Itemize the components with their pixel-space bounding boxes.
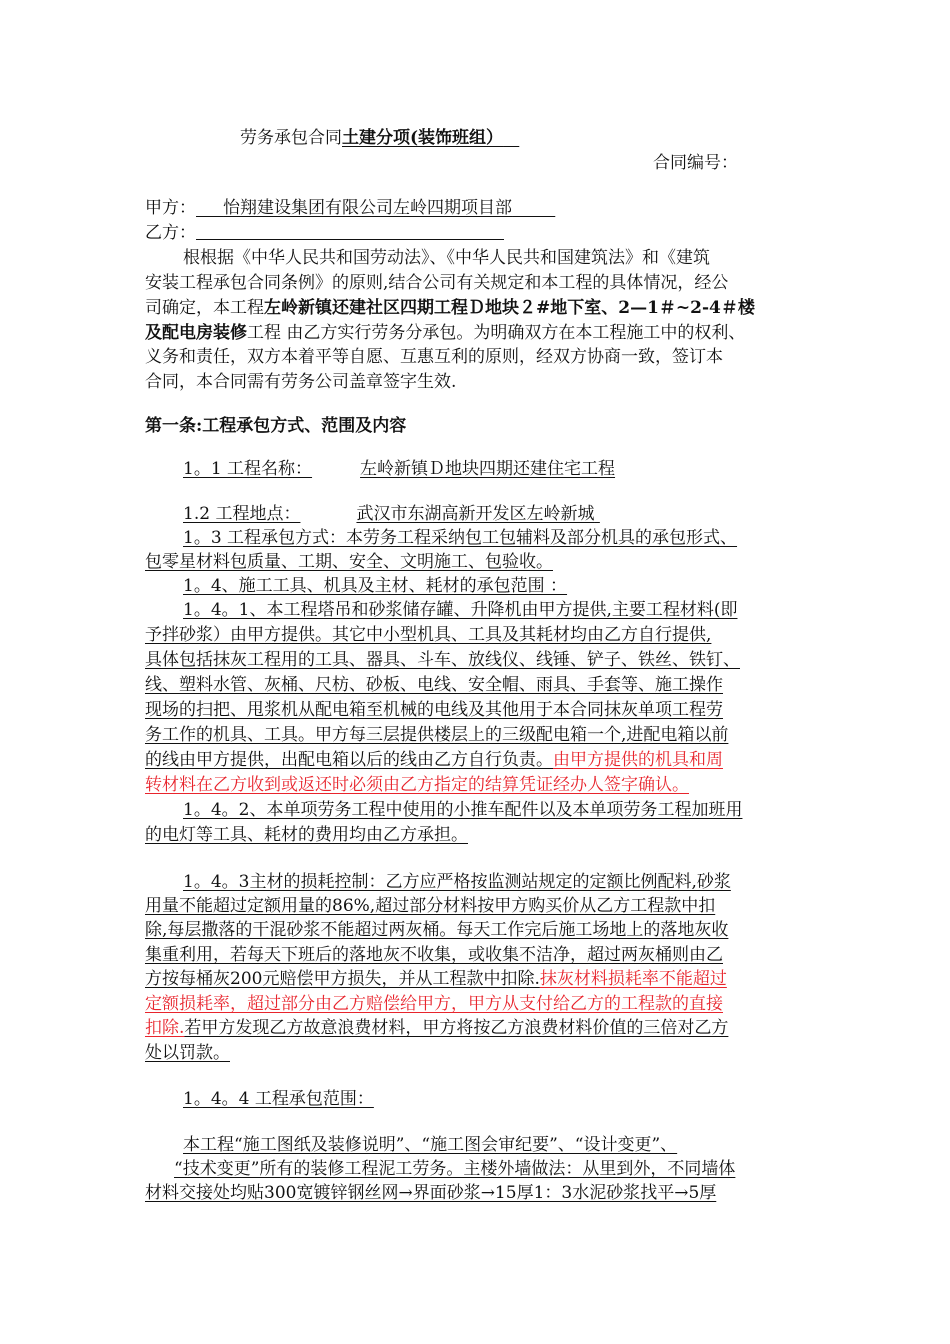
clause-141-highlight-line: 转材料在乙方收到或返还时必须由乙方指定的结算凭证经办人签字确认。 — [145, 775, 689, 795]
intro-line-4: 及配电房装修工程 由乙方实行劳务分承包。为明确双方在本工程施工中的权利、 — [145, 323, 746, 343]
intro-line-3: 司确定，本工程左岭新镇还建社区四期工程Ｄ地块２#地下室、2—1＃~2-4＃楼 — [145, 298, 755, 318]
intro-line-1: 根根据《中华人民共和国劳动法》、《中华人民共和国建筑法》和《建筑 — [183, 248, 710, 268]
contract-number-label: 合同编号： — [653, 153, 738, 173]
clause-141-line-3: 具体包括抹灰工程用的工具、器具、斗车、放线仪、线锤、铲子、铁丝、铁钉、 — [145, 650, 740, 670]
clause-144-line-2: “技术变更”所有的装修工程泥工劳务。主楼外墙做法：从里到外，不同墙体 — [174, 1159, 736, 1179]
clause-141-line-1: 1。4。1、本工程塔吊和砂浆储存罐、升降机由甲方提供,主要工程材料(即 — [183, 600, 738, 620]
clause-144-line-1: 本工程“施工图纸及装修说明”、“施工图会审纪要”、“设计变更”、 — [183, 1135, 678, 1155]
party-a-line: 甲方： 怡翔建设集团有限公司左岭四期项目部 — [145, 198, 513, 218]
intro-line-5: 义务和责任，双方本着平等自愿、互惠互利的原则，经双方协商一致，签订本 — [145, 347, 723, 367]
clause-143-line-2: 用量不能超过定额用量的86%,超过部分材料按甲方购买价从乙方工程款中扣 — [145, 896, 716, 916]
project-name-line: 1。1 工程名称： 左岭新镇Ｄ地块四期还建住宅工程 — [183, 459, 616, 479]
project-name-bold: 左岭新镇还建社区四期工程Ｄ地块２#地下室、2—1＃~2-4＃楼 — [264, 298, 755, 318]
clause-141-highlight-start: 由甲方提供的机具和周 — [553, 750, 723, 770]
clause-142-line-2: 的电灯等工具、耗材的费用均由乙方承担。 — [145, 825, 468, 845]
clause-141-line-6: 务工作的机具、工具。甲方每三层提供楼层上的三级配电箱一个,进配电箱以前 — [145, 725, 729, 745]
article-1-heading: 第一条:工程承包方式、范围及内容 — [145, 416, 407, 436]
clause-143-line-8: 处以罚款。 — [145, 1043, 230, 1063]
party-b-blank — [196, 221, 504, 240]
party-a-value: 怡翔建设集团有限公司左岭四期项目部 — [223, 198, 513, 218]
contract-mode-line-2: 包零星材料包质量、工期、安全、文明施工、包验收。 — [145, 552, 553, 572]
clause-143-highlight-start: 抹灰材料损耗率不能超过 — [539, 969, 727, 989]
clause-143-highlight-line: 定额损耗率，超过部分由乙方赔偿给甲方，甲方从支付给乙方的工程款的直接 — [145, 994, 723, 1014]
document-title: 劳务承包合同土建分项(装饰班组） — [240, 128, 504, 148]
clause-141-line-7: 的线由甲方提供，出配电箱以后的线由乙方自行负责。由甲方提供的机具和周 — [145, 750, 723, 770]
intro-line-6: 合同，本合同需有劳务公司盖章签字生效. — [145, 372, 457, 392]
clause-144-heading: 1。4。4 工程承包范围： — [183, 1089, 374, 1109]
clause-141-line-5: 现场的扫把、甩浆机从配电箱至机械的电线及其他用于本合同抹灰单项工程劳 — [145, 700, 723, 720]
clause-144-line-3: 材料交接处均贴300宽镀锌钢丝网→界面砂浆→15厚1：3水泥砂浆找平→5厚 — [145, 1183, 717, 1203]
party-b-line: 乙方： — [145, 221, 504, 245]
project-site-line: 1.2 工程地点： 武汉市东湖高新开发区左岭新城 — [183, 504, 595, 524]
clause-143-line-3: 除,每层撒落的干混砂浆不能超过两灰桶。每天工作完后施工场地上的落地灰收 — [145, 920, 729, 940]
scope-heading: 1。4、施工工具、机具及主材、耗材的承包范围 ： — [183, 576, 568, 596]
intro-line-2: 安装工程承包合同条例》的原则,结合公司有关规定和本工程的具体情况，经公 — [145, 273, 729, 293]
clause-143-line-4: 集重利用，若每天下班后的落地灰不收集，或收集不洁净，超过两灰桶则由乙 — [145, 945, 723, 965]
clause-143-line-7: 扣除.若甲方发现乙方故意浪费材料，甲方将按乙方浪费材料价值的三倍对乙方 — [145, 1018, 729, 1038]
clause-141-line-4: 线、塑料水管、灰桶、尺枋、砂板、电线、安全帽、雨具、手套等、施工操作 — [145, 675, 723, 695]
clause-143-line-5: 方按每桶灰200元赔偿甲方损失，并从工程款中扣除.抹灰材料损耗率不能超过 — [145, 969, 727, 989]
clause-141-line-2: 予拌砂浆）由甲方提供。其它中小型机具、工具及其耗材均由乙方自行提供, — [145, 625, 712, 645]
clause-143-highlight-end: 扣除. — [145, 1018, 185, 1038]
clause-143-line-1: 1。4。3主材的损耗控制：乙方应严格按监测站规定的定额比例配料,砂浆 — [183, 872, 731, 892]
contract-mode-line-1: 1。3 工程承包方式：本劳务工程采纳包工包辅料及部分机具的承包形式、 — [183, 528, 738, 548]
clause-142-line-1: 1。4。2、本单项劳务工程中使用的小推车配件以及本单项劳务工程加班用 — [183, 800, 743, 820]
